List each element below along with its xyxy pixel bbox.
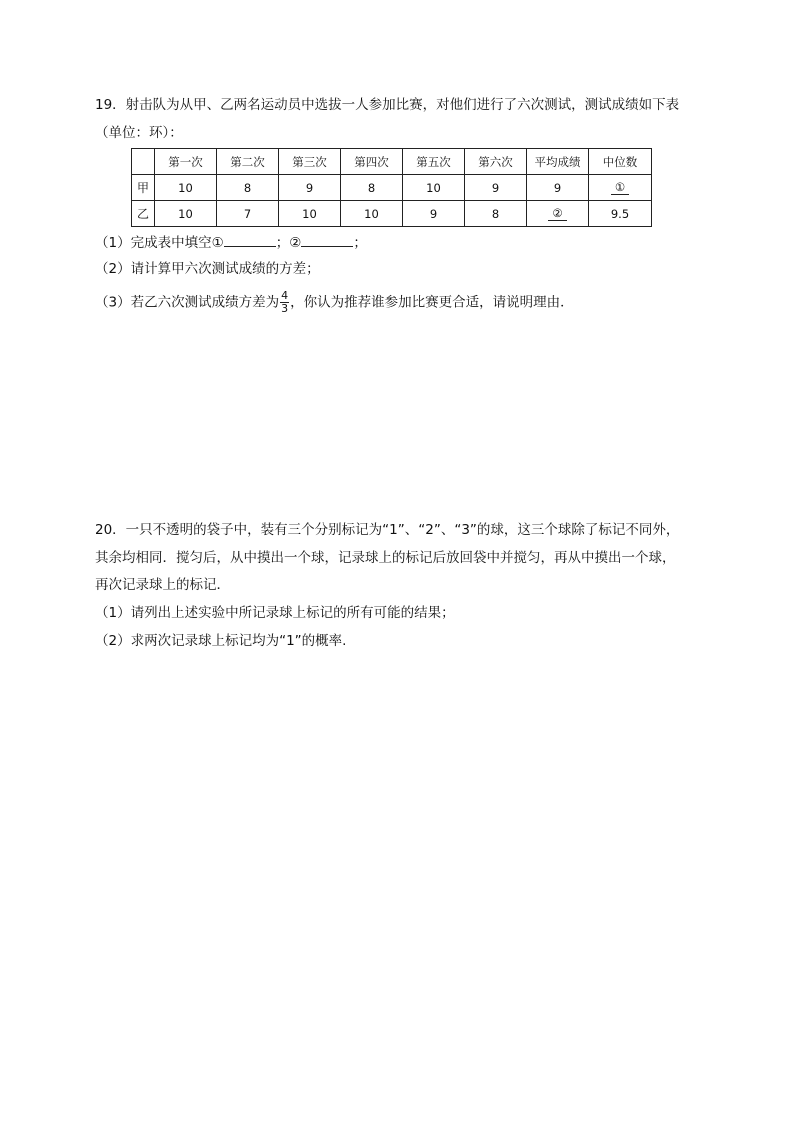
q19-part2: （2）请计算甲六次测试成绩的方差； [95,261,320,277]
blank-marker-1: ① [611,180,629,195]
score-cell: 9 [279,175,341,201]
q20-line1: 20．一只不透明的袋子中，装有三个分别标记为“1”、“2”、“3”的球，这三个球除了标记不同外， [95,522,680,538]
fraction-denominator: 3 [281,302,289,315]
q20-part2: （2）求两次记录球上标记均为“1”的概率. [95,633,347,649]
q19-part3-prefix: （3）若乙六次测试成绩方差为 [95,294,280,311]
score-table [131,148,652,227]
table-header-cell: 第五次 [403,149,465,175]
table-header-row [132,149,652,175]
score-cell: 8 [465,201,527,227]
score-cell: 10 [155,175,217,201]
table-header-cell [132,149,155,175]
table-header-cell: 第四次 [341,149,403,175]
table-row [132,201,652,227]
answer-blank-1 [224,232,276,247]
median-cell [589,175,652,201]
table-header-cell: 中位数 [589,149,652,175]
q19-stem-line1: 19．射击队为从甲、乙两名运动员中选拔一人参加比赛，对他们进行了六次测试，测试成绩如下表 [95,97,680,113]
table-header-cell: 第二次 [217,149,279,175]
blank-marker-2: ② [548,206,566,221]
q19-part1-end: ； [353,235,367,251]
table-header-cell: 第三次 [279,149,341,175]
answer-blank-2 [301,232,353,247]
q20-line2: 其余均相同．搅匀后，从中摸出一个球，记录球上的标记后放回袋中并搅匀，再从中摸出一个球， [95,550,676,566]
score-cell: 10 [155,201,217,227]
score-cell: 8 [341,175,403,201]
q19-stem-line2: （单位：环）： [95,125,183,141]
row-label-jia: 甲 [132,175,155,201]
fraction [280,290,289,315]
median-cell: 9.5 [589,201,652,227]
q19-part3-suffix: ，你认为推荐谁参加比赛更合适，请说明理由． [290,294,574,311]
score-cell: 8 [217,175,279,201]
table-header-cell: 平均成绩 [527,149,589,175]
table-row [132,175,652,201]
score-cell: 7 [217,201,279,227]
q19-part3 [95,290,574,315]
score-cell: 10 [279,201,341,227]
q19-part1 [95,232,367,252]
score-cell: 10 [341,201,403,227]
score-cell: 10 [403,175,465,201]
q19-part1-prefix: （1）完成表中填空① [95,235,224,251]
score-cell: 9 [465,175,527,201]
q20-line3: 再次记录球上的标记． [95,577,230,593]
row-label-yi: 乙 [132,201,155,227]
average-cell [527,201,589,227]
q20-part1: （1）请列出上述实验中所记录球上标记的所有可能的结果； [95,605,455,621]
fraction-numerator: 4 [281,289,289,302]
table-header-cell: 第六次 [465,149,527,175]
score-cell: 9 [403,201,465,227]
q19-part1-sep: ；② [275,235,302,251]
table-header-cell: 第一次 [155,149,217,175]
average-cell: 9 [527,175,589,201]
